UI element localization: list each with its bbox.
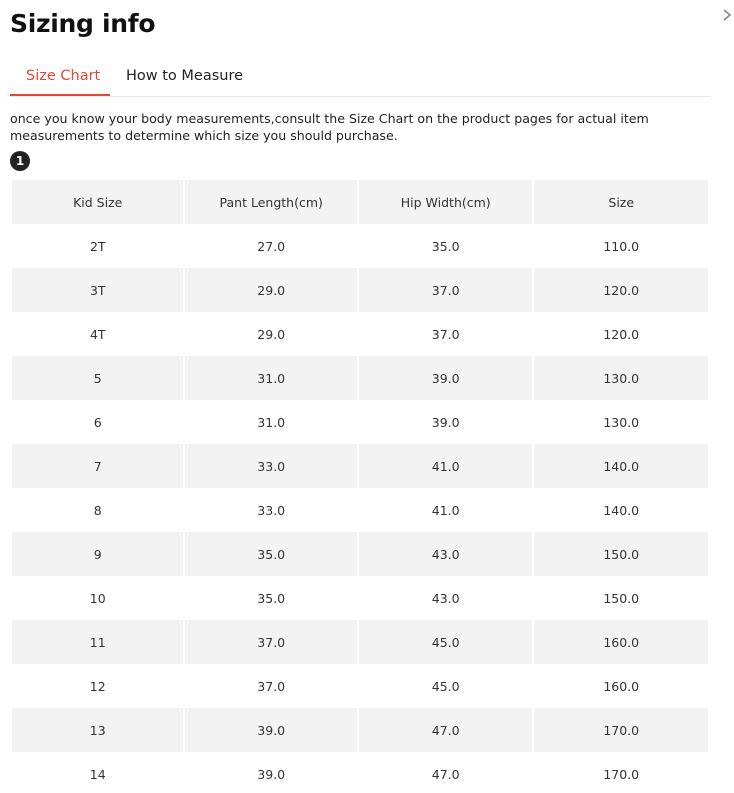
table-cell: 41.0 — [359, 488, 533, 532]
table-cell: 160.0 — [534, 620, 708, 664]
table-cell: 5 — [12, 356, 183, 400]
table-row — [12, 620, 708, 664]
column-header-pant-length: Pant Length(cm) — [185, 180, 356, 224]
chevron-right-icon[interactable] — [720, 6, 734, 24]
table-cell: 39.0 — [359, 356, 533, 400]
table-cell: 170.0 — [534, 708, 708, 752]
table-cell: 37.0 — [359, 268, 533, 312]
table-cell: 39.0 — [185, 752, 356, 793]
table-header-row — [12, 180, 708, 224]
table-row — [12, 224, 708, 268]
table-row — [12, 444, 708, 488]
step-badge: 1 — [10, 151, 30, 171]
table-cell: 7 — [12, 444, 183, 488]
active-tab-indicator — [10, 94, 110, 96]
table-row — [12, 576, 708, 620]
size-chart-table — [10, 180, 710, 793]
table-row — [12, 488, 708, 532]
table-cell: 9 — [12, 532, 183, 576]
table-cell: 33.0 — [185, 488, 356, 532]
table-cell: 35.0 — [185, 576, 356, 620]
table-cell: 39.0 — [359, 400, 533, 444]
description-text: once you know your body measurements,consult the Size Chart on the product pages for actual item measurements to determine which size you should purchase. — [10, 111, 649, 143]
table-cell: 31.0 — [185, 356, 356, 400]
table-cell: 130.0 — [534, 356, 708, 400]
table-cell: 43.0 — [359, 576, 533, 620]
table-cell: 11 — [12, 620, 183, 664]
table-cell: 110.0 — [534, 224, 708, 268]
table-cell: 140.0 — [534, 488, 708, 532]
table-cell: 14 — [12, 752, 183, 793]
table-row — [12, 532, 708, 576]
table-cell: 120.0 — [534, 312, 708, 356]
tab-bar — [10, 58, 710, 97]
table-cell: 41.0 — [359, 444, 533, 488]
table-cell: 10 — [12, 576, 183, 620]
table-cell: 47.0 — [359, 708, 533, 752]
table-cell: 130.0 — [534, 400, 708, 444]
tab-size-chart[interactable]: Size Chart — [26, 68, 101, 84]
table-cell: 47.0 — [359, 752, 533, 793]
table-cell: 150.0 — [534, 576, 708, 620]
table-cell: 43.0 — [359, 532, 533, 576]
column-header-size: Size — [534, 180, 708, 224]
table-cell: 4T — [12, 312, 183, 356]
table-row — [12, 268, 708, 312]
table-cell: 31.0 — [185, 400, 356, 444]
table-cell: 37.0 — [359, 312, 533, 356]
table-cell: 35.0 — [185, 532, 356, 576]
table-cell: 12 — [12, 664, 183, 708]
table-cell: 6 — [12, 400, 183, 444]
column-header-kid-size: Kid Size — [12, 180, 183, 224]
table-cell: 3T — [12, 268, 183, 312]
table-cell: 170.0 — [534, 752, 708, 793]
table-cell: 35.0 — [359, 224, 533, 268]
page-title: Sizing info — [10, 9, 156, 38]
table-cell: 160.0 — [534, 664, 708, 708]
table-row — [12, 664, 708, 708]
table-cell: 140.0 — [534, 444, 708, 488]
table-row — [12, 356, 708, 400]
table-cell: 150.0 — [534, 532, 708, 576]
column-header-hip-width: Hip Width(cm) — [359, 180, 533, 224]
table-cell: 8 — [12, 488, 183, 532]
table-row — [12, 400, 708, 444]
table-cell: 29.0 — [185, 268, 356, 312]
table-cell: 27.0 — [185, 224, 356, 268]
table-cell: 2T — [12, 224, 183, 268]
table-row — [12, 752, 708, 793]
table-cell: 29.0 — [185, 312, 356, 356]
tab-how-to-measure[interactable]: How to Measure — [126, 68, 244, 84]
table-cell: 39.0 — [185, 708, 356, 752]
table-row — [12, 312, 708, 356]
table-cell: 45.0 — [359, 620, 533, 664]
table-cell: 120.0 — [534, 268, 708, 312]
table-cell: 37.0 — [185, 664, 356, 708]
table-row — [12, 708, 708, 752]
table-cell: 45.0 — [359, 664, 533, 708]
table-cell: 33.0 — [185, 444, 356, 488]
table-cell: 37.0 — [185, 620, 356, 664]
table-cell: 13 — [12, 708, 183, 752]
